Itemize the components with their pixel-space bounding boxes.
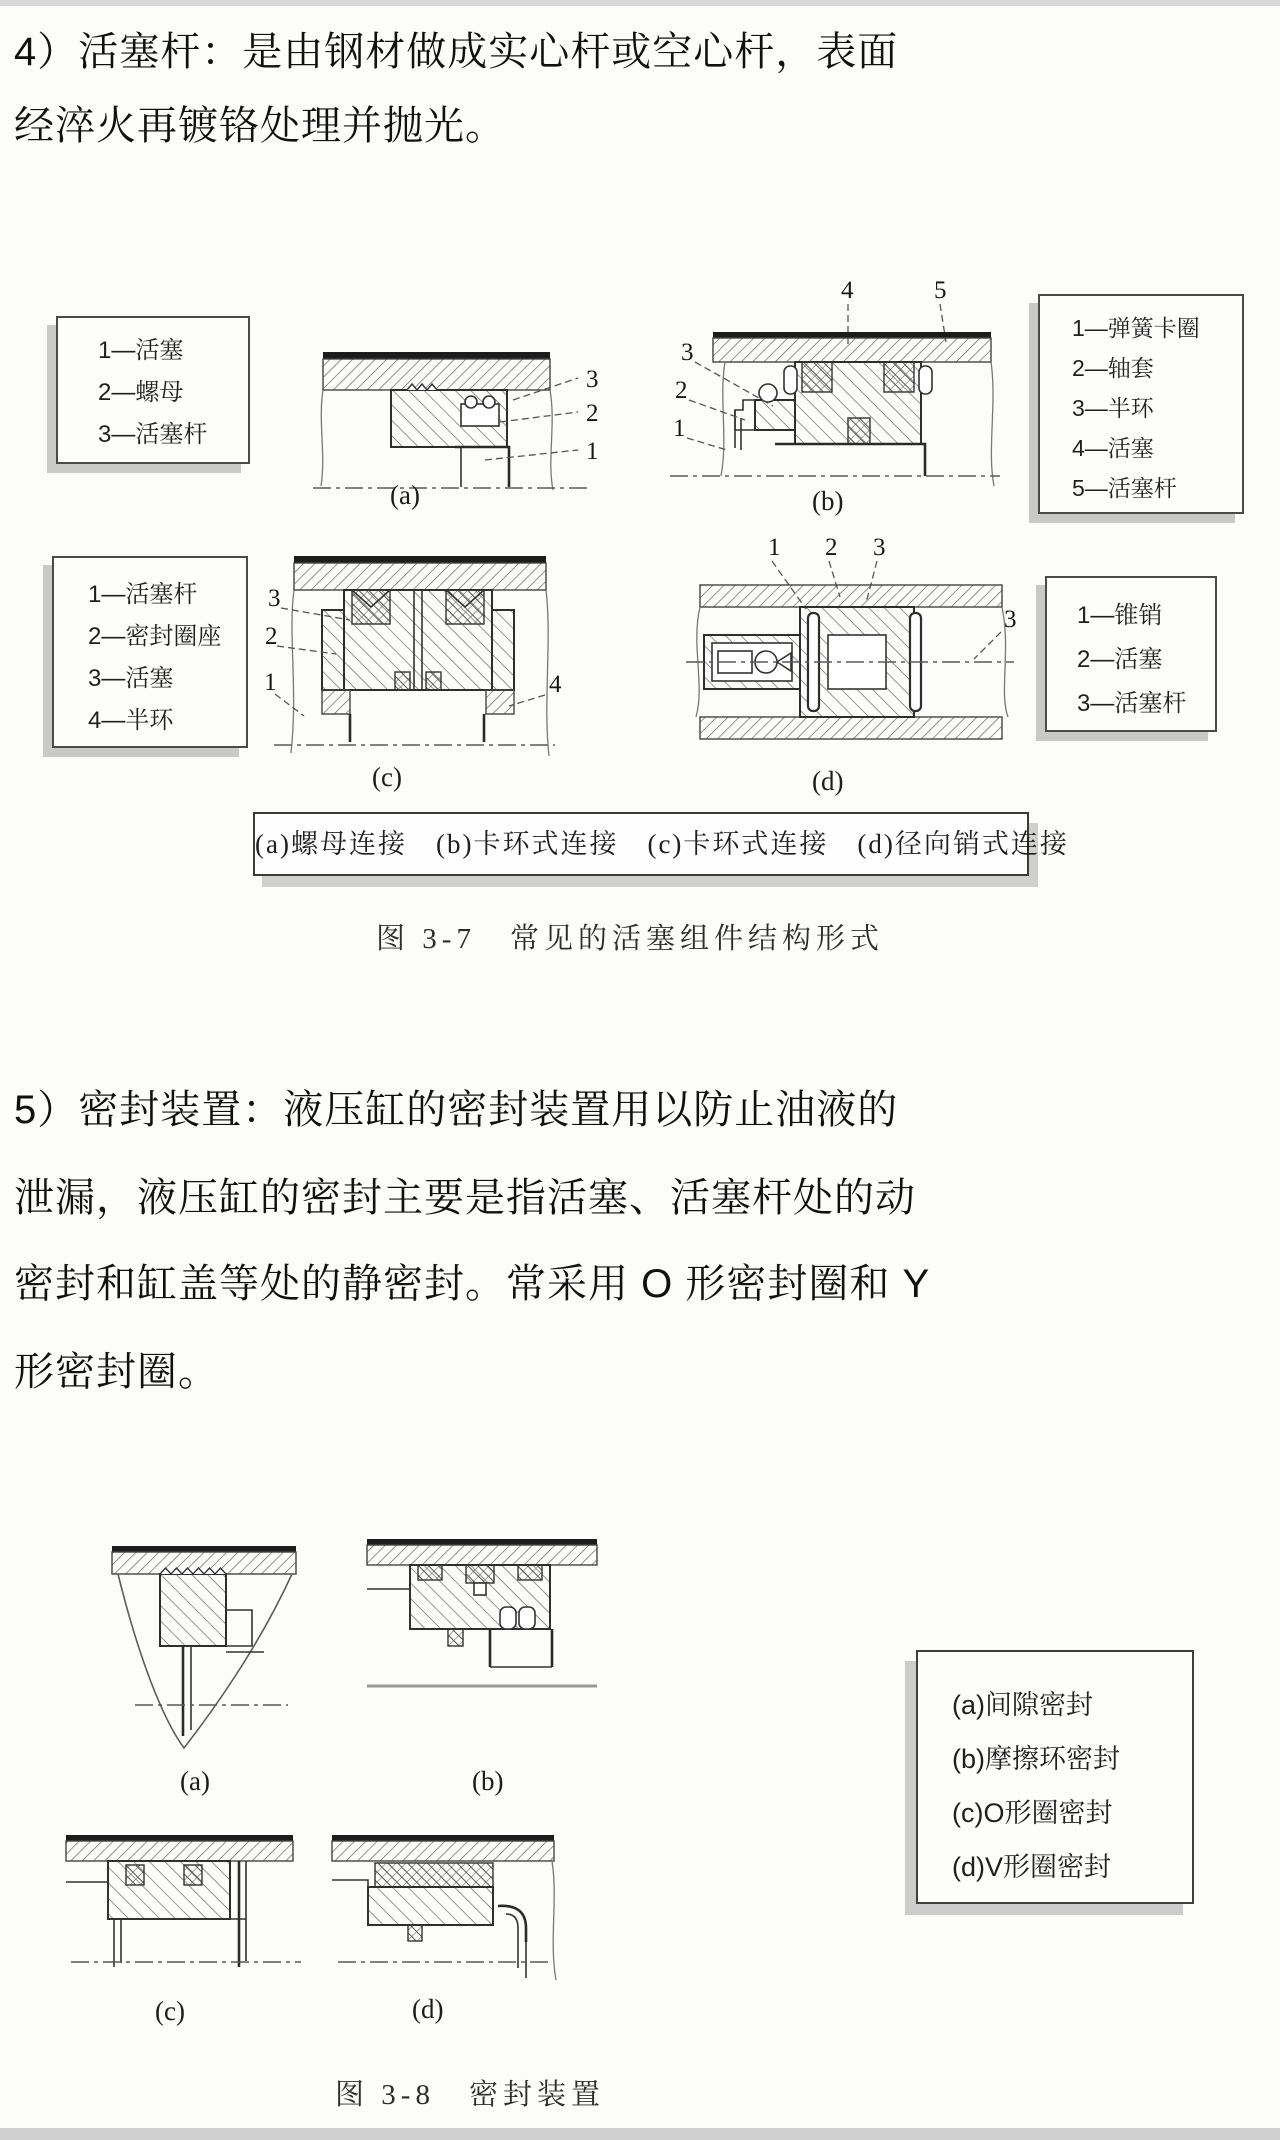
callout-number: 3 <box>586 366 599 393</box>
diagram-3-7-b <box>655 278 1015 513</box>
legend-line: (c)O形圈密封 <box>952 1798 1113 1828</box>
paragraph-5-line-4: 形密封圈。 <box>14 1350 219 1394</box>
legend-line: 5—活塞杆 <box>1072 475 1177 501</box>
sublabel-3-7-c: (c) <box>372 762 402 792</box>
legend-box-fig37-b <box>1038 294 1244 514</box>
callout-number: 1 <box>586 438 599 465</box>
callout-number: 1 <box>673 415 686 442</box>
sublabel-3-8-c: (c) <box>155 1996 185 2026</box>
figure-3-7-caption-bar: (a)螺母连接 (b)卡环式连接 (c)卡环式连接 (d)径向销式连接 <box>253 812 1029 876</box>
callout-number: 3 <box>873 535 886 561</box>
callout-number: 5 <box>934 278 947 304</box>
paragraph-5-line-2: 泄漏，液压缸的密封主要是指活塞、活塞杆处的动 <box>14 1176 916 1220</box>
legend-box-fig37-a <box>56 316 250 464</box>
sublabel-3-7-d: (d) <box>812 766 844 796</box>
callout-number: 3 <box>681 339 694 366</box>
legend-line: 2—活塞 <box>1077 646 1163 673</box>
legend-box-fig38 <box>916 1650 1194 1904</box>
legend-box-fig37-d <box>1045 576 1217 732</box>
sublabel-3-8-d: (d) <box>412 1994 444 2024</box>
legend-line: 1—活塞杆 <box>88 581 198 608</box>
callout-number: 1 <box>768 535 781 561</box>
legend-line: 3—活塞杆 <box>98 421 208 448</box>
legend-line: 3—活塞杆 <box>1077 690 1187 717</box>
drawing-3-7-d <box>686 561 1014 739</box>
callout-number: 3 <box>268 585 281 612</box>
legend-line: (b)摩擦环密封 <box>952 1744 1120 1774</box>
diagram-3-8-b <box>362 1534 602 1704</box>
legend-line: 4—半环 <box>88 707 174 734</box>
legend-line: 2—轴套 <box>1072 355 1154 381</box>
paragraph-4-line-1: 4）活塞杆：是由钢材做成实心杆或空心杆，表面 <box>14 30 899 74</box>
legend-line: 3—活塞 <box>88 665 174 692</box>
diagram-3-7-d <box>672 535 1027 785</box>
diagram-3-8-a <box>80 1540 330 1770</box>
sublabel-3-7-b: (b) <box>812 486 844 516</box>
drawing-3-8-d <box>332 1835 556 1980</box>
figure-3-8-caption: 图 3-8 密封装置 <box>335 2079 605 2111</box>
drawing-3-7-c <box>274 556 555 756</box>
diagram-3-8-c <box>56 1830 311 1985</box>
callout-number: 1 <box>264 669 277 696</box>
drawing-3-7-b <box>670 304 1000 486</box>
legend-box-fig37-c <box>52 556 248 748</box>
figure-3-7-caption: 图 3-7 常见的活塞组件结构形式 <box>376 923 884 955</box>
diagram-3-7-c <box>262 548 567 788</box>
page-edge-bottom <box>0 2128 1280 2140</box>
drawing-3-8-c <box>66 1835 301 1967</box>
legend-line: (d)V形圈密封 <box>952 1852 1112 1882</box>
legend-line: 2—螺母 <box>98 379 184 406</box>
legend-line: 3—半环 <box>1072 395 1154 421</box>
callout-number: 2 <box>825 535 838 561</box>
paragraph-5-line-1: 5）密封装置：液压缸的密封装置用以防止油液的 <box>14 1088 899 1132</box>
legend-line: 1—弹簧卡圈 <box>1072 315 1200 341</box>
diagram-3-8-d <box>320 1830 565 1985</box>
paragraph-5-line-3: 密封和缸盖等处的静密封。常采用 O 形密封圈和 Y <box>14 1262 931 1306</box>
sublabel-3-7-a: (a) <box>390 480 420 510</box>
callout-number: 2 <box>265 623 278 650</box>
callout-number: 4 <box>841 278 854 304</box>
callout-number: 2 <box>586 400 599 427</box>
legend-line: 2—密封圈座 <box>88 623 222 650</box>
drawing-3-8-b <box>367 1539 597 1686</box>
sublabel-3-8-a: (a) <box>180 1766 210 1796</box>
drawing-3-7-a <box>313 352 591 490</box>
legend-line: 1—活塞 <box>98 337 184 364</box>
legend-line: (a)间隙密封 <box>952 1690 1093 1720</box>
paragraph-4-line-2: 经淬火再镀铬处理并抛光。 <box>14 104 506 148</box>
sublabel-3-8-b: (b) <box>472 1766 504 1796</box>
legend-line: 4—活塞 <box>1072 435 1154 461</box>
legend-line: 1—锥销 <box>1077 602 1163 629</box>
callout-number: 3 <box>1004 606 1017 633</box>
page-edge-top <box>0 0 1280 6</box>
diagram-3-7-a <box>295 292 625 507</box>
callout-number: 2 <box>675 377 688 404</box>
drawing-3-8-a <box>112 1546 296 1748</box>
callout-number: 4 <box>549 671 562 698</box>
